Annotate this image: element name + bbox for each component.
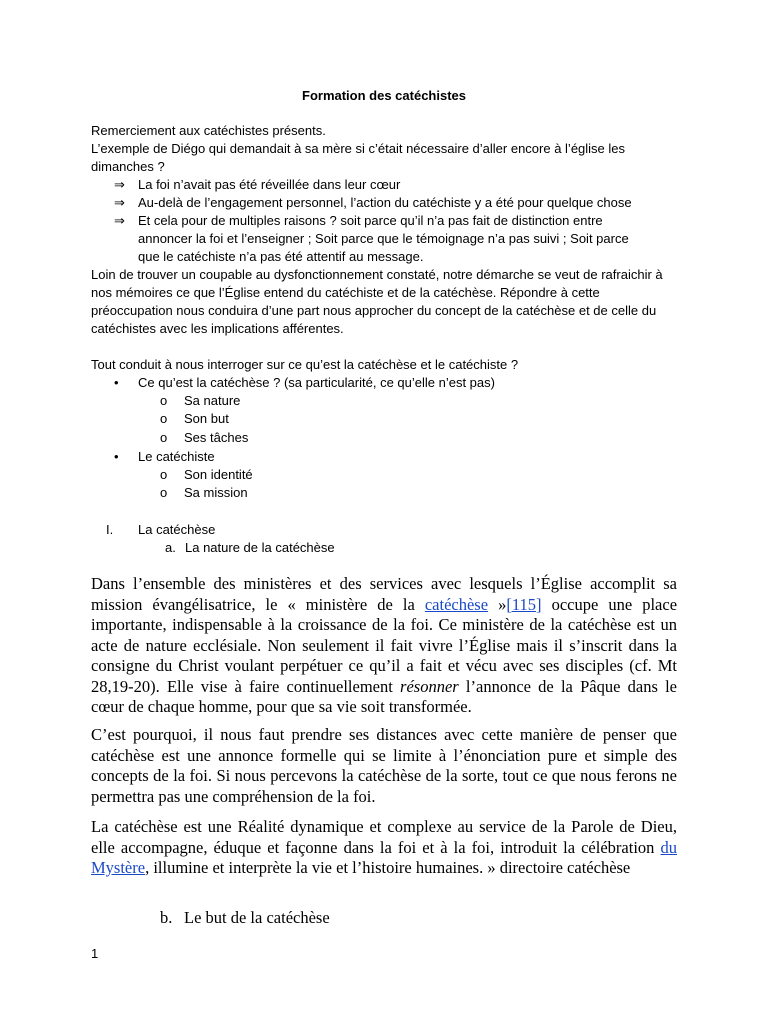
- outline-item-label: Le catéchiste: [138, 449, 215, 464]
- outline-subitem-label: Son identité: [184, 467, 253, 482]
- catechese-link[interactable]: catéchèse: [424, 594, 489, 614]
- intro-example-line2: dimanches ?: [91, 159, 165, 174]
- question-line: Tout conduit à nous interroger sur ce qu’est la catéchèse et le catéchiste ?: [91, 357, 519, 372]
- paragraph-line: Dans l’ensemble des ministères et des services avec lesquels l’Église accomplit sa: [91, 574, 677, 593]
- intro-thanks: Remerciement aux catéchistes présents.: [91, 123, 326, 138]
- text-span: importante, indispensable à la croissance de la foi. Ce ministère de la catéchèse est un acte de nature ecclésiale. Non seulement il fait vivre l’Église mais il s’inscrit dans la consigne du Christ voulant perpétuer ce qu’il a fait et vécu avec ses disciples (cf. Mt 28,19-20). Elle vise à faire continuellement: [91, 615, 677, 696]
- circle-bullet-icon: o: [160, 411, 168, 426]
- circle-bullet-icon: o: [160, 393, 168, 408]
- outline-subitem-label: Sa nature: [184, 393, 241, 408]
- subsection-letter: b.: [160, 908, 173, 927]
- bullet-icon: •: [114, 375, 119, 390]
- italic-word: résonner: [400, 676, 459, 696]
- circle-bullet-icon: o: [160, 485, 168, 500]
- footnote-link[interactable]: [115]: [506, 594, 542, 614]
- section-number: I.: [106, 522, 114, 537]
- paragraph-rest: [91, 615, 677, 718]
- arrow-icon: ⇒: [114, 177, 125, 192]
- subsection-label: La nature de la catéchèse: [185, 540, 335, 555]
- mystere-link[interactable]: du Mystère: [91, 837, 677, 877]
- outline-item-label: Ce qu’est la catéchèse ? (sa particularité, ce qu’elle n’est pas): [138, 375, 495, 390]
- paragraph-distances: C’est pourquoi, il nous faut prendre ses distances avec cette manière de penser que catéchèse est une annonce formelle qui se limite à l’énonciation pure et simple des concepts de la foi. Si nous percevons la catéchèse de la sorte, tout ce que nous ferons ne permettra pas une compréhension de la foi.: [91, 725, 677, 806]
- subsection-letter: a.: [165, 540, 176, 555]
- subsection-heading-a: [165, 539, 335, 557]
- paragraph-loin: Loin de trouver un coupable au dysfonctionnement constaté, notre démarche se veut de rafraichir à nos mémoires ce que l’Église entend du catéchiste et de la catéchèse. Répondre à cette préoccupation nous conduira d’une part nous approcher du concept de la catéchèse et de celle du catéchistes avec les implications afférentes.: [91, 267, 663, 336]
- text-span: , illumine et interprète la vie et l’histoire humaines. » directoire catéchèse: [145, 858, 631, 877]
- intro-example-line1: L’exemple de Diégo qui demandait à sa mère si c’était nécessaire d’aller encore à l’église les: [91, 141, 626, 156]
- arrow-item-text: Et cela pour de multiples raisons ? soit parce qu’il n’a pas fait de distinction entre annoncer la foi et l’enseigner ; Soit parce que le témoignage n’a pas suivi ; Soit parce que le catéchiste n’a pas été attentif au message.: [138, 213, 629, 264]
- paragraph-nature: [91, 574, 677, 718]
- outline-subitem-label: Ses tâches: [184, 430, 249, 445]
- circle-bullet-icon: o: [160, 430, 168, 445]
- arrow-item-text: La foi n’avait pas été réveillée dans leur cœur: [138, 177, 401, 192]
- page-number: 1: [91, 946, 99, 961]
- section-label: La catéchèse: [138, 522, 216, 537]
- paragraph-realite: [91, 817, 677, 879]
- subsection-heading-b: [160, 908, 330, 929]
- arrow-item-text: Au-delà de l’engagement personnel, l’action du catéchiste y a été pour quelque chose: [138, 195, 632, 210]
- text-span: l’annonce de la Pâque dans le cœur de chaque homme, pour que sa vie soit transformée.: [91, 676, 678, 716]
- section-heading-1: [106, 521, 216, 539]
- arrow-icon: ⇒: [114, 213, 125, 228]
- outline-subitem-label: Sa mission: [184, 485, 248, 500]
- page-title: Formation des catéchistes: [302, 88, 466, 103]
- text-span: »: [498, 594, 507, 614]
- subsection-label: Le but de la catéchèse: [184, 908, 330, 927]
- text-span: La catéchèse est une Réalité dynamique et complexe au service de la Parole de Dieu, elle accompagne, éduque et façonne dans la foi et à la foi, introduit la célébration: [91, 817, 677, 857]
- arrow-icon: ⇒: [114, 195, 125, 210]
- text-span: mission évangélisatrice, le « ministère de la: [91, 594, 415, 614]
- paragraph-line: [91, 595, 677, 616]
- text-span: occupe une place: [551, 594, 678, 614]
- circle-bullet-icon: o: [160, 467, 168, 482]
- bullet-icon: •: [114, 449, 119, 464]
- outline-subitem-label: Son but: [184, 411, 229, 426]
